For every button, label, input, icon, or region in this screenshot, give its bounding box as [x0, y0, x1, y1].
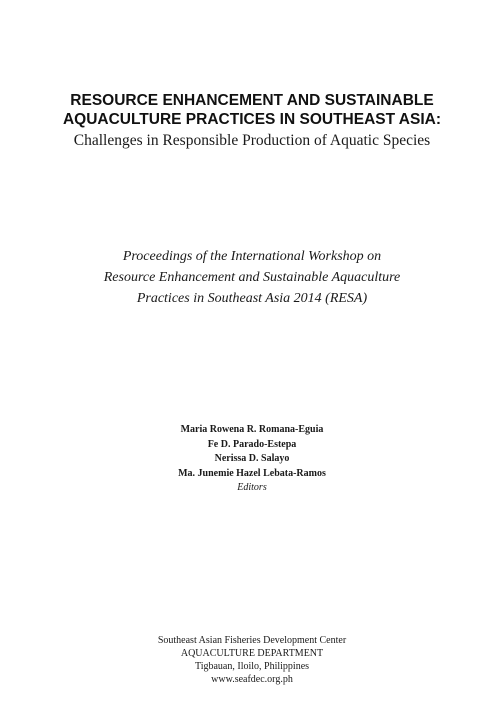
title-line-2: AQUACULTURE PRACTICES IN SOUTHEAST ASIA: — [62, 110, 442, 128]
title-line-1: RESOURCE ENHANCEMENT AND SUSTAINABLE — [70, 92, 434, 109]
publisher-location: Tigbauan, Iloilo, Philippines — [194, 661, 310, 672]
proceedings-line-3: Practices in Southeast Asia 2014 (RESA) — [136, 291, 368, 306]
editor-name: Maria Rowena R. Romana-Eguia — [180, 424, 324, 435]
document-title — [0, 92, 504, 129]
editor-name: Ma. Junemie Hazel Lebata-Ramos — [178, 467, 326, 479]
publisher-organization: Southeast Asian Fisheries Development Center — [157, 635, 347, 646]
publisher-website: www.seafdec.org.ph — [211, 674, 293, 685]
editors-label: Editors — [237, 482, 267, 493]
proceedings-line-2: Resource Enhancement and Sustainable Aquaculture — [103, 270, 401, 285]
editor-name: Nerissa D. Salayo — [214, 453, 290, 464]
publisher-info — [0, 634, 504, 686]
editors-list — [0, 423, 504, 496]
editor-name: Fe D. Parado-Estepa — [207, 438, 297, 450]
proceedings-description — [0, 246, 504, 309]
publisher-department: AQUACULTURE DEPARTMENT — [180, 648, 324, 659]
document-subtitle: Challenges in Responsible Production of Aquatic Species — [73, 132, 431, 149]
proceedings-line-1: Proceedings of the International Workshop on — [122, 249, 382, 264]
